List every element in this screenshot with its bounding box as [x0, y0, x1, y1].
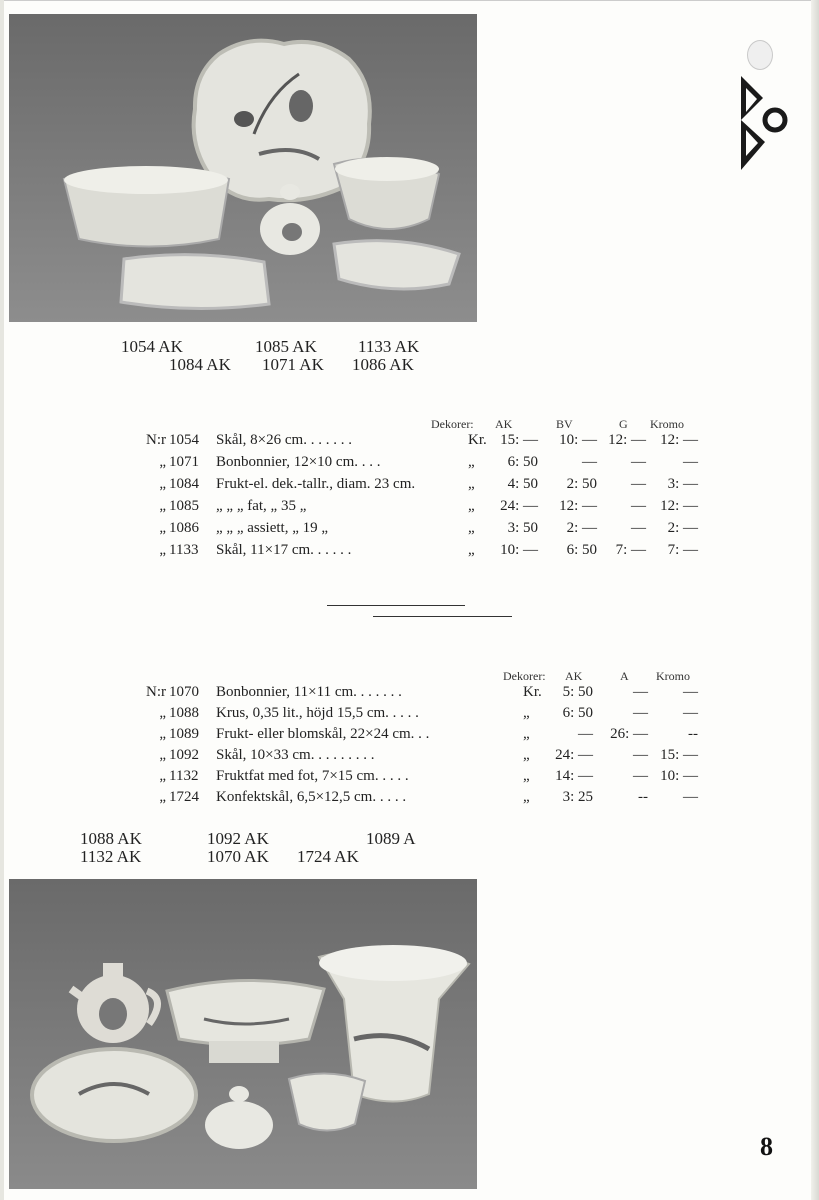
cell-desc: Frukt-el. dek.-tallr., diam. 23 cm.: [216, 476, 416, 492]
cell-p2: —: [633, 747, 648, 763]
cell-p1: 6: 50: [507, 454, 538, 470]
cell-prefix: „: [159, 476, 166, 492]
cell-p1: 24: —: [555, 747, 593, 763]
table1-col-g: G: [619, 417, 628, 431]
table-row: [0, 520, 819, 542]
table-row: [0, 432, 819, 454]
page-number: 8: [760, 1132, 773, 1161]
cell-num: 1071: [169, 454, 199, 470]
divider-rule-lower: [373, 616, 512, 617]
caption-1089: 1089 A: [366, 829, 416, 848]
cell-desc: Fruktfat med fot, 7×15 cm. . . . .: [216, 768, 409, 784]
caption-1092: 1092 AK: [207, 829, 269, 848]
cell-desc: Bonbonnier, 11×11 cm. . . . . . .: [216, 684, 402, 700]
table-row: [0, 542, 819, 564]
cell-p2: 6: 50: [566, 542, 597, 558]
cell-p1: 3: 25: [562, 789, 593, 805]
divider-rule-upper: [327, 605, 465, 606]
cell-num: 1085: [169, 498, 199, 514]
cell-desc: „ „ „ assiett, „ 19 „: [216, 520, 329, 536]
cell-p4: —: [683, 454, 698, 470]
cell-p1: 4: 50: [507, 476, 538, 492]
cell-p1: 10: —: [500, 542, 538, 558]
cell-desc: „ „ „ fat, „ 35 „: [216, 498, 307, 514]
table2-col-ak: AK: [565, 669, 583, 683]
cell-p3: --: [688, 726, 698, 742]
page-left-edge: [0, 0, 4, 1200]
table-row: [0, 768, 819, 790]
cell-p1: 15: —: [500, 432, 538, 448]
cell-desc: Konfektskål, 6,5×12,5 cm. . . . .: [216, 789, 407, 805]
cell-num: 1088: [169, 705, 199, 721]
caption-1085: 1085 AK: [255, 337, 317, 356]
cell-cur: „: [468, 520, 475, 536]
cell-num: 1086: [169, 520, 199, 536]
cell-prefix: „: [159, 520, 166, 536]
cell-p2: 2: 50: [566, 476, 597, 492]
cell-cur: Kr.: [468, 432, 487, 448]
page-right-edge: [811, 0, 819, 1200]
cell-p1: 3: 50: [507, 520, 538, 536]
cell-p1: 6: 50: [562, 705, 593, 721]
table-row: [0, 705, 819, 727]
caption-1132: 1132 AK: [80, 847, 142, 866]
cell-p3: 12: —: [608, 432, 646, 448]
cell-p3: —: [683, 684, 698, 700]
cell-p3: —: [631, 476, 646, 492]
table1-col-kromo: Kromo: [650, 417, 684, 431]
cell-p3: —: [683, 705, 698, 721]
cell-p2: --: [638, 789, 648, 805]
table2-dekorer-label: Dekorer:: [503, 669, 546, 683]
cell-p3: —: [683, 789, 698, 805]
cell-prefix: „: [159, 705, 166, 721]
cell-num: 1084: [169, 476, 199, 492]
cell-cur: „: [468, 498, 475, 514]
cell-desc: Krus, 0,35 lit., höjd 15,5 cm. . . . .: [216, 705, 419, 721]
cell-cur: „: [468, 542, 475, 558]
cell-p1: 24: —: [500, 498, 538, 514]
caption-1088: 1088 AK: [80, 829, 142, 848]
table1-dekorer-label: Dekorer:: [431, 417, 474, 431]
caption-1086: 1086 AK: [352, 355, 414, 374]
cell-prefix: „: [159, 789, 166, 805]
cell-prefix: „: [159, 768, 166, 784]
cell-p2: —: [582, 454, 597, 470]
cell-p3: —: [631, 520, 646, 536]
cell-prefix: N:r: [146, 684, 166, 700]
cell-desc: Skål, 11×17 cm. . . . . .: [216, 542, 352, 558]
table-row: [0, 789, 819, 811]
cell-desc: Bonbonnier, 12×10 cm. . . .: [216, 454, 381, 470]
cell-num: 1724: [169, 789, 199, 805]
cell-p1: 14: —: [555, 768, 593, 784]
cell-p3: 7: —: [615, 542, 646, 558]
cell-p3: 15: —: [660, 747, 698, 763]
cell-p3: —: [631, 454, 646, 470]
cell-p4: 12: —: [660, 432, 698, 448]
table-row: [0, 476, 819, 498]
cell-p2: 2: —: [566, 520, 597, 536]
cell-p2: —: [633, 705, 648, 721]
cell-p2: —: [633, 768, 648, 784]
cell-p3: 10: —: [660, 768, 698, 784]
caption-1054: 1054 AK: [121, 337, 183, 356]
cell-cur: Kr.: [523, 684, 542, 700]
cell-p1: —: [578, 726, 593, 742]
cell-cur: „: [468, 476, 475, 492]
cell-num: 1070: [169, 684, 199, 700]
table2-col-a: A: [620, 669, 629, 683]
caption-1133: 1133 AK: [358, 337, 420, 356]
cell-desc: Skål, 10×33 cm. . . . . . . . .: [216, 747, 375, 763]
caption-1084: 1084 AK: [169, 355, 231, 374]
cell-p3: —: [631, 498, 646, 514]
table-row: [0, 498, 819, 520]
table-row: [0, 726, 819, 748]
cell-p4: 2: —: [667, 520, 698, 536]
cell-p4: 12: —: [660, 498, 698, 514]
cell-num: 1092: [169, 747, 199, 763]
cell-prefix: „: [159, 726, 166, 742]
cell-prefix: „: [159, 747, 166, 763]
cell-cur: „: [523, 705, 530, 721]
bo-logo-icon: [735, 72, 795, 176]
cell-prefix: „: [159, 454, 166, 470]
table-row: [0, 747, 819, 769]
cell-num: 1054: [169, 432, 199, 448]
cell-p2: 26: —: [610, 726, 648, 742]
cell-desc: Frukt- eller blomskål, 22×24 cm. . .: [216, 726, 430, 742]
cell-p2: —: [633, 684, 648, 700]
table-row: [0, 684, 819, 706]
product-photo-top: [9, 14, 477, 322]
cell-cur: „: [523, 768, 530, 784]
cell-cur: „: [523, 789, 530, 805]
table1-col-ak: AK: [495, 417, 513, 431]
cell-prefix: „: [159, 498, 166, 514]
caption-1071: 1071 AK: [262, 355, 324, 374]
caption-1070: 1070 AK: [207, 847, 269, 866]
cell-cur: „: [468, 454, 475, 470]
caption-1724: 1724 AK: [297, 847, 359, 866]
binder-hole: [747, 40, 773, 70]
cell-p2: 10: —: [559, 432, 597, 448]
cell-cur: „: [523, 726, 530, 742]
table1-col-bv: BV: [556, 417, 573, 431]
table2-col-kromo: Kromo: [656, 669, 690, 683]
cell-prefix: N:r: [146, 432, 166, 448]
cell-prefix: „: [159, 542, 166, 558]
cell-num: 1132: [169, 768, 199, 784]
cell-num: 1089: [169, 726, 199, 742]
cell-p4: 3: —: [667, 476, 698, 492]
cell-p1: 5: 50: [562, 684, 593, 700]
cell-num: 1133: [169, 542, 199, 558]
cell-p2: 12: —: [559, 498, 597, 514]
cell-desc: Skål, 8×26 cm. . . . . . .: [216, 432, 352, 448]
product-photo-bottom: [9, 879, 477, 1189]
table-row: [0, 454, 819, 476]
cell-p4: 7: —: [667, 542, 698, 558]
cell-cur: „: [523, 747, 530, 763]
